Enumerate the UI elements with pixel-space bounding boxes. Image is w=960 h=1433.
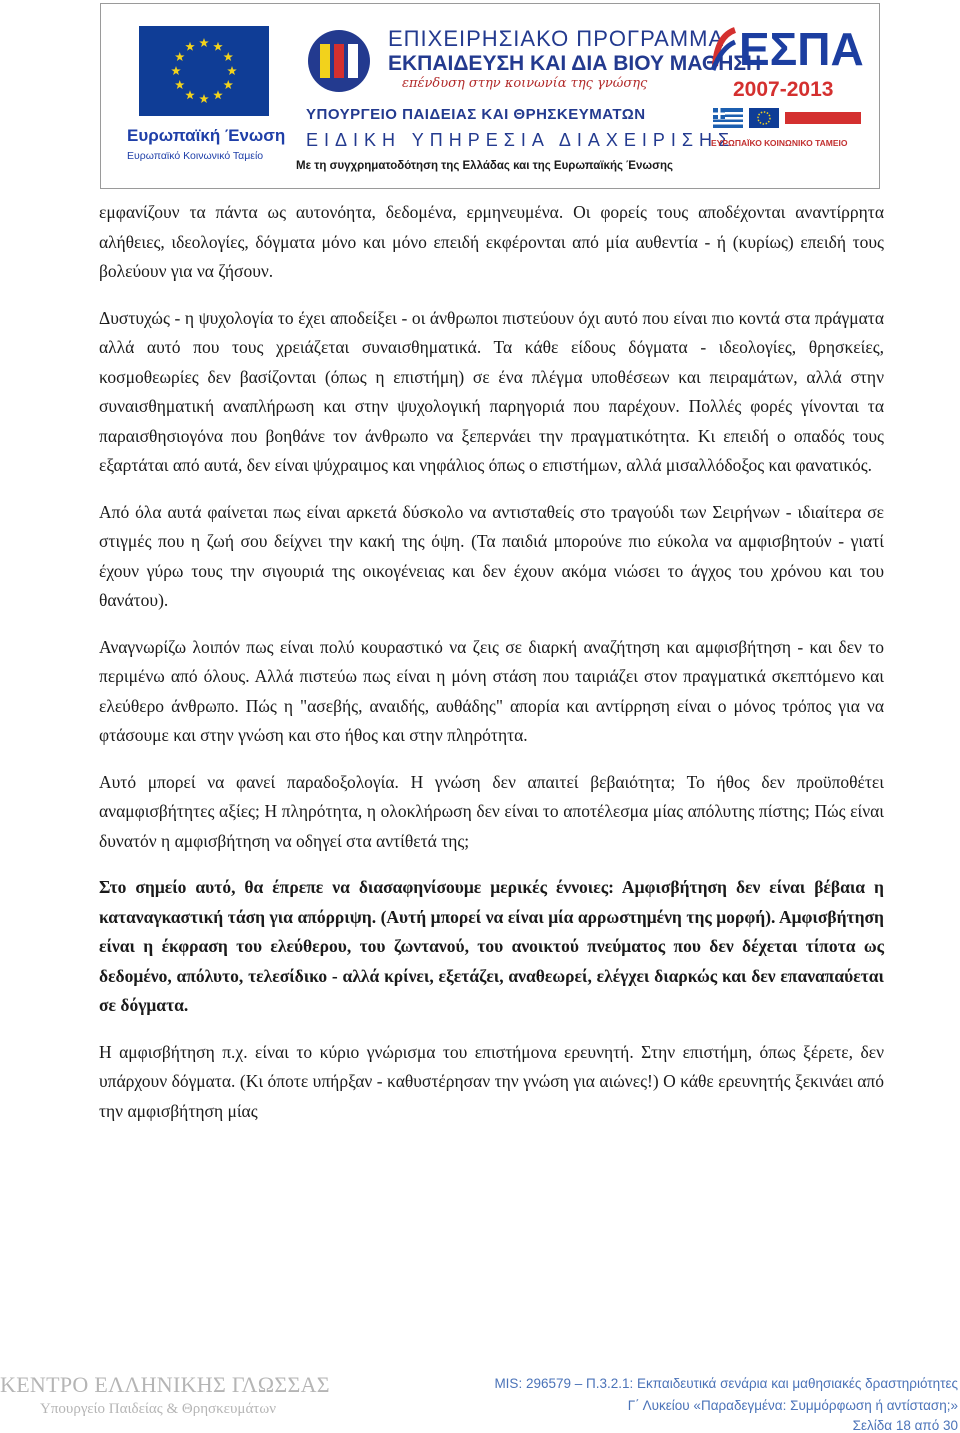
page-footer <box>0 1368 960 1433</box>
program-subtitle: ΕΚΠΑΙΔΕΥΣΗ ΚΑΙ ΔΙΑ ΒΙΟΥ ΜΑΘΗΣΗ <box>388 52 762 75</box>
cofunding-note: Με τη συγχρηματοδότηση της Ελλάδας και της Ευρωπαϊκής Ένωσης <box>296 160 673 172</box>
ministry-name: ΥΠΟΥΡΓΕΙΟ ΠΑΙΔΕΙΑΣ ΚΑΙ ΘΡΗΣΚΕΥΜΑΤΩΝ <box>306 106 646 123</box>
paragraph-3: Από όλα αυτά φαίνεται πως είναι αρκετά δύσκολο να αντισταθείς στο τραγούδι των Σειρήνων - ιδιαίτερα σε στιγμές που η ζωή σου δείχνει την κακή της όψη. (Τα παιδιά μπορούνε πιο εύκολα να αμφισβητούν - γιατί έχουν γύρω τους την σιγουριά της οικογένειας και δεν έχουν ακόμα νιώσει το άγχος του χρόνου και του θανάτου). <box>99 501 884 610</box>
footer-page-number: Σελίδα 18 από 30 <box>852 1418 958 1433</box>
footer-course: Γ΄ Λυκείου «Παραδεγμένα: Συμμόρφωση ή αντίσταση;» <box>627 1398 958 1413</box>
paragraph-7: Η αμφισβήτηση π.χ. είναι το κύριο γνώρισμα του επιστήμονα ερευνητή. Στην επιστήμη, όπως ξέρετε, δεν υπάρχουν δόγματα. (Κι όποτε υπήρξαν - καθυστέρησαν την γνώση για αιώνες!) Ο κάθε ερευνητής ξεκινάει από την αμφισβήτηση μίας <box>99 1041 884 1121</box>
espa-logo-block <box>711 22 871 148</box>
program-logo-icon <box>306 28 372 94</box>
paragraph-4: Αναγνωρίζω λοιπόν πως είναι πολύ κουραστικό να ζεις σε διαρκή αναζήτηση και αμφισβήτηση - και δεν το περιμένω από όλους. Αλλά πιστεύω πως είναι η μόνη στάση που ταιριάζει στον πραγματικά σκεπτόμενο και ελεύθερο άνθρωπο. Πώς η "ασεβής, αναιδής, αυθάδης" απορία και αντίρρηση είναι ο μόνος τρόπος για να φτάσουμε και στην γνώση και στο ήθος και στην πληρότητα. <box>99 636 884 745</box>
footer-ministry: Υπουργείο Παιδείας & Θρησκευμάτων <box>40 1401 276 1417</box>
service-name: ΕΙΔΙΚΗ ΥΠΗΡΕΣΙΑ ΔΙΑΧΕΙΡΙΣΗΣ <box>306 130 736 150</box>
eu-flag-icon <box>139 26 269 116</box>
header-banner <box>100 3 880 189</box>
paragraph-2: Δυστυχώς - η ψυχολογία το έχει αποδείξει - οι άνθρωποι πιστεύουν όχι αυτό που είναι πιο κοντά στα πράγματα αλλά αυτό που τους χρειάζεται συναισθηματικά. Τα κάθε είδους δόγματα - ιδεολογίες, θρησκείες, κοσμοθεωρίες δεν βασίζονται (όπως η επιστήμη) σε ένα πλέγμα υποθέσεων και πειραμάτων, αλλά στην συναισθηματική αναπλήρωση και στην ψυχολογική παρηγοριά που παρέχουν. Πολλές φορές γίνονται τα παραισθησιογόνα που βοηθάνε τον άνθρωπο να ξεπερνάει την πραγματικότητα. Κι επειδή ο οπαδός τους εξαρτάται από αυτά, δεν είναι ψύχραιμος και νηφάλιος όπως ο επιστήμων, αλλά μισαλλόδοξος και φανατικός. <box>99 307 884 475</box>
footer-project: MIS: 296579 – Π.3.2.1: Εκπαιδευτικά σενάρια και μαθησιακές δραστηριότητες <box>494 1376 958 1391</box>
paragraph-5: Αυτό μπορεί να φανεί παραδοξολογία. Η γνώση δεν απαιτεί βεβαιότητα; Το ήθος δεν προϋποθέτει αναμφισβήτητες αξίες; Η πληρότητα, η ολοκλήρωση δεν είναι το αποτέλεσμα μίας απόλυτης πίστης; Πώς είναι δυνατόν η αμφισβήτηση να οδηγεί στα αντίθετά της; <box>99 771 884 851</box>
espa-title: ΕΣΠΑ <box>739 23 864 75</box>
footer-org: ΚΕΝΤΡΟ ΕΛΛΗΝΙΚΗΣ ΓΛΩΣΣΑΣ <box>0 1372 330 1397</box>
paragraph-1: εμφανίζουν τα πάντα ως αυτονόητα, δεδομένα, ερμηνευμένα. Οι φορείς τους αποδέχονται αναντίρρητα αλήθειες, ιδεολογίες, δόγματα μόνο και μόνο επειδή εκφέρονται από μία αυθεντία - ή (κυρίως) επειδή τους βολεύουν για να ζήσουν. <box>99 202 884 281</box>
eu-subtitle: Ευρωπαϊκό Κοινωνικό Ταμείο <box>127 150 264 162</box>
espa-fund: ΕΥΡΩΠΑΪΚΟ ΚΟΙΝΩΝΙΚΟ ΤΑΜΕΙΟ <box>711 138 848 148</box>
program-slogan: επένδυση στην κοινωνία της γνώσης <box>402 76 648 91</box>
eu-title: Ευρωπαϊκή Ένωση <box>127 126 286 145</box>
eu-logo-block <box>127 26 287 176</box>
espa-years: 2007-2013 <box>733 78 834 101</box>
espa-swoosh-icon <box>711 26 737 72</box>
greek-eu-flags-icon <box>713 106 863 130</box>
paragraph-6-bold: Στο σημείο αυτό, θα έπρεπε να διασαφηνίσουμε μερικές έννοιες: Αμφισβήτηση δεν είναι βέβαια η καταναγκαστική τάση για απόρριψη. (Αυτή μπορεί να είναι μία αρρωστημένη της μορφή). Αμφισβήτηση είναι η έκφραση του ελεύθερου, του ζωντανού, του ανοικτού πνεύματος που δεν δέχεται τίποτα ως δεδομένο, απόλυτο, τελεσίδικο - αλλά κρίνει, εξετάζει, αναθεωρεί, ελέγχει διαρκώς και δεν επαναπαύεται σε δόγματα. <box>99 877 884 1015</box>
document-body <box>99 198 884 1143</box>
program-title: ΕΠΙΧΕΙΡΗΣΙΑΚΟ ΠΡΟΓΡΑΜΜΑ <box>388 26 725 51</box>
program-block <box>296 20 762 185</box>
